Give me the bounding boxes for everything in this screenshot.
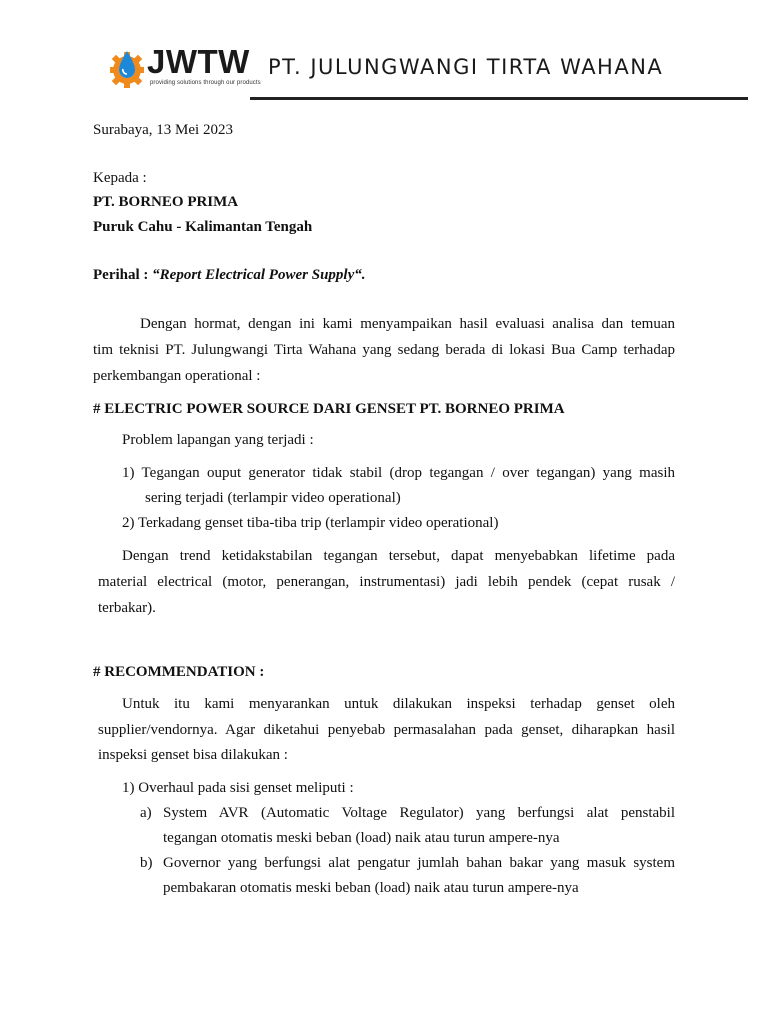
recipient-location: Puruk Cahu - Kalimantan Tengah [93,219,313,235]
trend-line-2: material electrical (motor, penerangan, instrumentasi) jadi lebih pendek (cepat rusak / [98,574,675,590]
company-name-heading: PT. JULUNGWANGI TIRTA WAHANA [268,55,664,79]
intro-line-1: Dengan hormat, dengan ini kami menyampaikan hasil evaluasi analisa dan temuan [140,316,675,332]
problem-1-line-2: sering terjadi (terlampir video operational) [145,490,401,506]
intro-line-3: perkembangan operational : [93,368,261,384]
company-logo-icon [108,47,148,89]
subject-text: “Report Electrical Power Supply“. [152,267,366,283]
problem-1-line-1: 1) Tegangan ouput generator tidak stabil (drop tegangan / over tegangan) yang masih [122,465,675,481]
recommendation-line-1: Untuk itu kami menyarankan untuk dilakukan inspeksi terhadap genset oleh [122,696,675,712]
trend-line-1: Dengan trend ketidakstabilan tegangan tersebut, dapat menyebabkan lifetime pada [122,548,675,564]
intro-line-2: tim teknisi PT. Julungwangi Tirta Wahana yang sedang berada di lokasi Bua Camp terhadap [93,342,675,358]
problem-2: 2) Terkadang genset tiba-tiba trip (terlampir video operational) [122,515,499,531]
recommendation-line-2: supplier/vendornya. Agar diketahui penyebab permasalahan pada genset, diharapkan hasil [98,722,675,738]
item-a-line-2: tegangan otomatis meski beban (load) naik atau turun ampere-nya [163,830,560,846]
item-b-line-2: pembakaran otomatis meski beban (load) naik atau turun ampere-nya [163,880,579,896]
overhaul-item: 1) Overhaul pada sisi genset meliputi : [122,780,354,796]
section-heading-recommendation: # RECOMMENDATION : [93,664,265,680]
letterhead-divider [250,97,748,100]
item-a-line-1: System AVR (Automatic Voltage Regulator) yang berfungsi alat penstabil [163,805,675,821]
recommendation-line-3: inspeksi genset bisa dilakukan : [98,747,288,763]
problem-label: Problem lapangan yang terjadi : [122,432,314,448]
item-b-line-1: Governor yang berfungsi alat pengatur jumlah bahan bakar yang masuk system [163,855,675,871]
logo-tagline: providing solutions through our products [150,80,261,86]
logo-wordmark: JWTW [147,43,250,80]
item-a-marker: a) [140,805,152,821]
subject-line [93,265,365,285]
section-heading-power-source: # ELECTRIC POWER SOURCE DARI GENSET PT. BORNEO PRIMA [93,401,565,417]
recipient-name: PT. BORNEO PRIMA [93,194,239,210]
place-date: Surabaya, 13 Mei 2023 [93,122,233,138]
trend-line-3: terbakar). [98,600,156,616]
to-label: Kepada : [93,170,147,186]
item-b-marker: b) [140,855,153,871]
subject-label: Perihal : [93,267,153,283]
letterhead [0,0,768,110]
